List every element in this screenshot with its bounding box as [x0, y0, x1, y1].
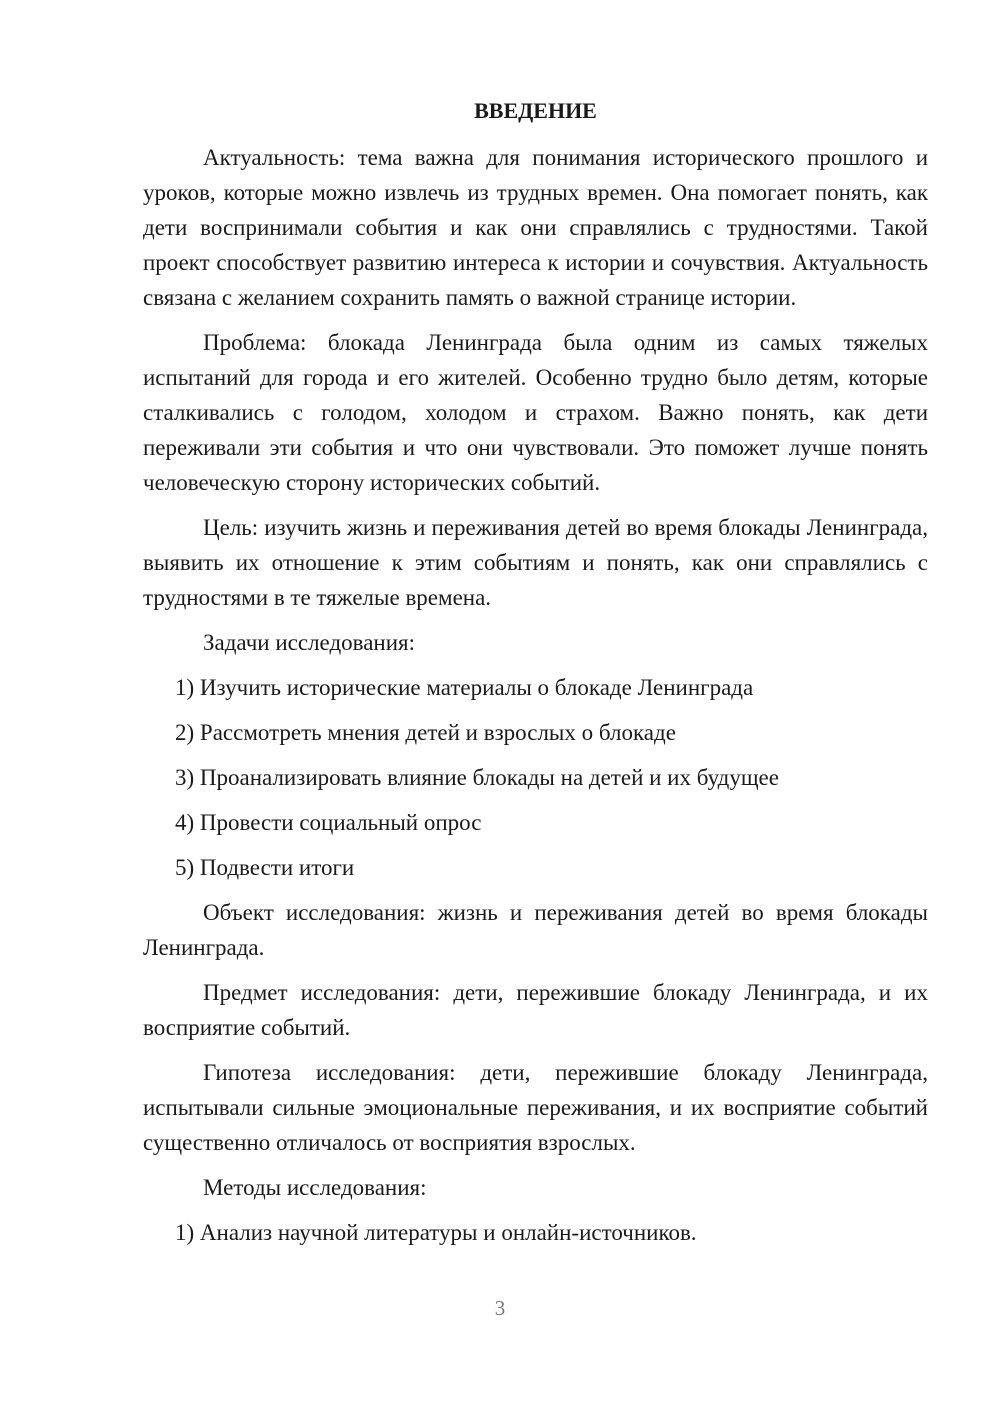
page-number: 3	[494, 1296, 506, 1320]
relevance-paragraph: Актуальность: тема важна для понимания исторического прошлого и уроков, которые можно извлечь из трудных времен. Она помогает понять, как дети воспринимали события и как они справлялись с трудностями. Такой проект способствует развитию интереса к истории и сочувствия. Актуальность связана с желанием сохранить память о важной странице истории.	[143, 145, 928, 310]
goal-paragraph: Цель: изучить жизнь и переживания детей во время блокады Ленинграда, выявить их отношение к этим событиям и понять, как они справлялись с трудностями в те тяжелые времена.	[143, 515, 928, 610]
hypothesis-paragraph: Гипотеза исследования: дети, пережившие блокаду Ленинграда, испытывали сильные эмоциональные переживания, и их восприятие событий существенно отличалось от восприятия взрослых.	[143, 1060, 928, 1155]
section-title: ВВЕДЕНИЕ	[474, 98, 597, 123]
document-page	[143, 96, 928, 1260]
list-item: 1) Анализ научной литературы и онлайн-источников.	[175, 1220, 697, 1245]
object-paragraph: Объект исследования: жизнь и переживания детей во время блокады Ленинграда.	[143, 900, 928, 960]
list-item: 4) Провести социальный опрос	[175, 810, 482, 835]
list-item: 5) Подвести итоги	[175, 855, 355, 880]
methods-heading: Методы исследования:	[203, 1175, 427, 1200]
methods-list	[143, 1215, 928, 1250]
tasks-heading: Задачи исследования:	[203, 630, 416, 655]
tasks-list	[143, 670, 928, 885]
list-item: 3) Проанализировать влияние блокады на детей и их будущее	[175, 765, 779, 790]
list-item: 1) Изучить исторические материалы о блокаде Ленинграда	[175, 675, 754, 700]
subject-paragraph: Предмет исследования: дети, пережившие блокаду Ленинграда, и их восприятие событий.	[143, 980, 928, 1040]
problem-paragraph: Проблема: блокада Ленинграда была одним из самых тяжелых испытаний для города и его жителей. Особенно трудно было детям, которые сталкивались с голодом, холодом и страхом. Важно понять, как дети переживали эти события и что они чувствовали. Это поможет лучше понять человеческую сторону исторических событий.	[143, 330, 928, 495]
list-item: 2) Рассмотреть мнения детей и взрослых о блокаде	[175, 720, 676, 745]
